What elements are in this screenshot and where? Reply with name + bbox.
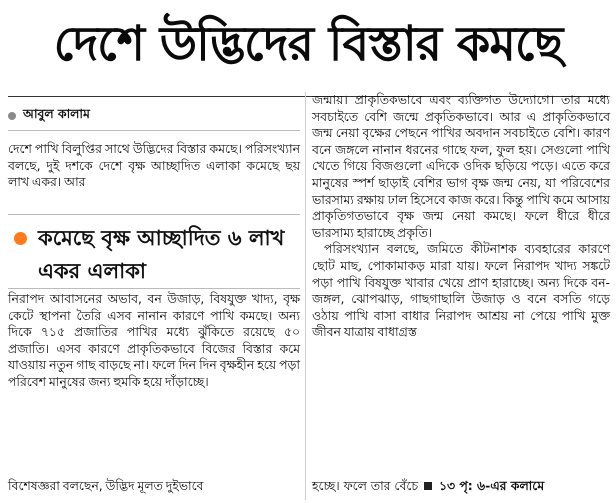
continuation-line xyxy=(312,478,610,495)
orange-bullet-icon xyxy=(14,232,27,245)
gray-dot-icon xyxy=(8,112,16,120)
continuation-text: হচ্ছে। ফলে তার বেঁচে xyxy=(312,478,419,493)
highlight-box xyxy=(8,222,300,288)
lead-paragraph xyxy=(8,141,300,191)
headline: দেশে উদ্ভিদের বিস্তার কমছে xyxy=(53,16,563,72)
footer-left-paragraph xyxy=(8,478,300,495)
right-column xyxy=(312,92,610,341)
highlight-label: কমেছে বৃক্ষ আচ্ছাদিত ৬ লাখ একর এলাকা xyxy=(38,226,285,283)
byline xyxy=(8,108,90,124)
highlight-bottom-divider xyxy=(8,288,300,289)
right-paragraph-1: জন্মায়। প্রাকৃতিকভাবে এবং ব্যক্তিগত উদ্যোগে। তার মধ্যে সবচাইতে বেশি জন্মে প্রকৃতিকভাবে। আর এ প্রাকৃতিকভাবে জন্ম নেয়া বৃক্ষের পেছনে পাখির অবদান সবচাইতে বেশি। কারণ বনে জঙ্গলে নানান ধরনের গাছে ফল, ফুল হয়। সেগুলো পাখি খেতে গিয়ে বিজগুলো এদিকে ওদিক ছড়িয়ে পড়ে। এতে করে মানুষের স্পর্শ ছাড়াই বেশির ভাগ বৃক্ষ জন্ম নেয়, যা পরিবেশের ভারসাম্য রক্ষায় ঢাল হিসেবে কাজ করে। কিন্তু পাখি কমে আসায় প্রাকৃতিগতভাবে বৃক্ষ জন্ম নেয়া কমছে। ফলে ধীরে ধীরে ভারসাম্য হারাচ্ছে প্রকৃতি। xyxy=(312,92,610,240)
highlight-text xyxy=(38,222,300,288)
black-square-icon xyxy=(424,482,432,490)
byline-divider xyxy=(8,130,300,131)
highlight-top-divider xyxy=(8,214,300,215)
continuation-reference[interactable]: ১৩ পৃ: ৬-এর কলামে xyxy=(438,478,545,493)
right-paragraph-2: পরিসংখ্যান বলছে, জমিতে কীটনাশক ব্যবহারের কারণে ছোট মাছ, পোকামাকড় মারা যায়। ফলে নিরাপদ খাদ্য সঙ্কটে পড়া পাখি বিষযুক্ত খাবার খেয়ে প্রাণ হারাচ্ছে। অন্য দিকে বন-জঙ্গল, ঝোপঝাড়, গাছগাছালি উজাড় ও বনে বসতি গড়ে ওঠায় পাখি বাসা বাধার নিরাপদ আশ্রয় না পেয়ে পাখি মুক্ত জীবন যাত্রায় বাধাগ্রস্ত xyxy=(312,241,610,340)
body-left-text: নিরাপদ আবাসনের অভাব, বন উজাড়, বিষযুক্ত খাদ্য, বৃক্ষ কেটে স্থাপনা তৈরি এসব নানান কারণে পাখি কমছে। অন্য দিকে ৭১৫ প্রজাতির পাখির মধ্যে ঝুঁকিতে রয়েছে ৫০ প্রজাতি। এসব কারণে প্রাকৃতিকভাবে বিজের বিস্তার কমে যাওয়ায় নতুন গাছ বাড়ছে না। ফলে দিন দিন বৃক্ষহীন হয়ে পড়া পরিবেশ মানুষের জন্য হুমকি হয়ে দাঁড়াচ্ছে। xyxy=(8,291,300,389)
author-name: আবুল কালাম xyxy=(23,106,90,121)
lead-text: দেশে পাখি বিলুপ্তির সাথে উদ্ভিদের বিস্তার কমছে। পরিসংখ্যান বলছে, দুই দশকে দেশে বৃক্ষ আচ্ছাদিত এলাকা কমেছে ছয় লাখ একর। আর xyxy=(8,141,300,190)
column-divider xyxy=(305,92,306,500)
footer-left-text: বিশেষজ্ঞরা বলছেন, উদ্ভিদ মূলত দুইভাবে xyxy=(8,478,204,493)
body-left-paragraph xyxy=(8,291,300,391)
